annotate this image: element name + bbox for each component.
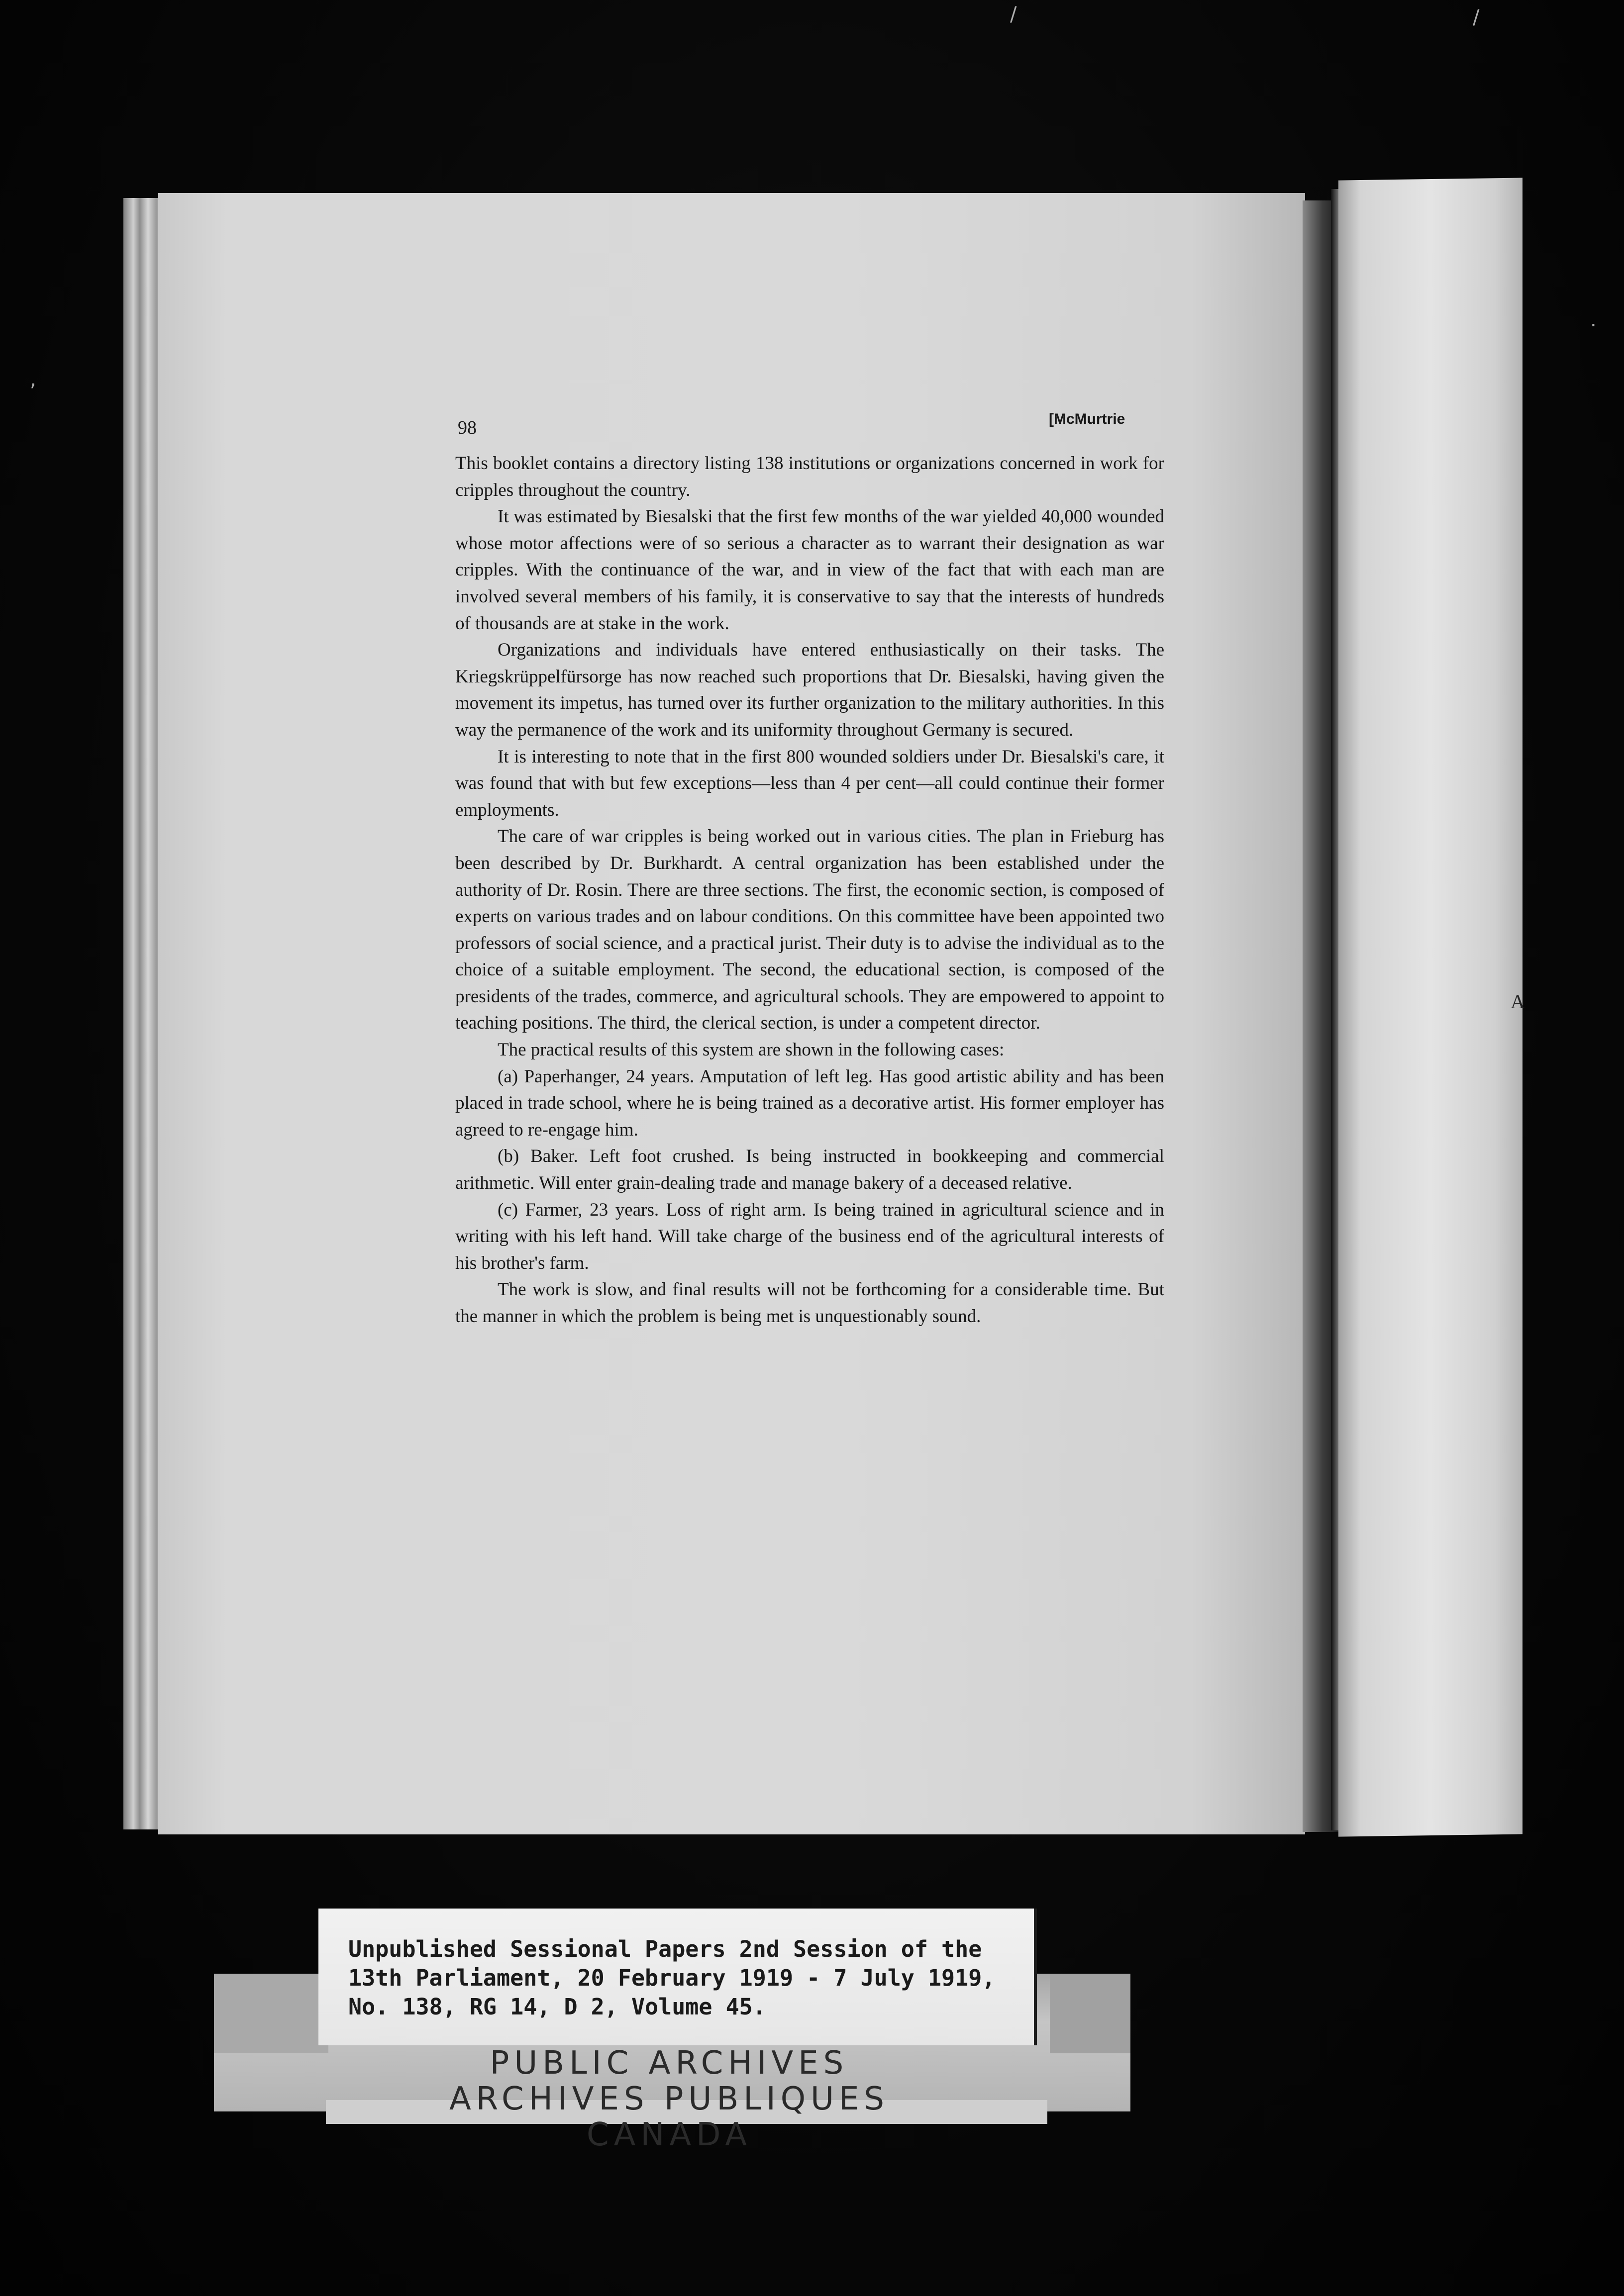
archive-stamp (408, 2045, 930, 2153)
stamp-line: CANADA (586, 2116, 752, 2153)
slip-line: No. 138, RG 14, D 2, Volume 45. (348, 1994, 766, 2020)
slip-line: 13th Parliament, 20 February 1919 - 7 July 1919, (348, 1965, 996, 1991)
paragraph: Organizations and individuals have entered enthusiastically on their tasks. The Kriegskrüppelfürsorge has now reached such proportions that Dr. Biesalski, having given the movement its impetus, has turned over its further organization to the military authorities. In this way the permanence of the work and its uniformity throughout Germany is secured. (455, 640, 1164, 740)
paragraph: (b) Baker. Left foot crushed. Is being instructed in bookkeeping and commercial arithmetic. Will enter grain-dealing trade and manage bakery of a deceased relative. (455, 1146, 1164, 1194)
film-scratch-mark: / (1010, 3, 1017, 26)
archive-label-tab (1050, 1974, 1130, 2053)
archive-label-tab (214, 1974, 328, 2053)
right-page-folded (1338, 178, 1522, 1836)
paragraph: The care of war cripples is being worked out in various cities. The plan in Frieburg has been described by Dr. Burkhardt. A central organization has been established under the authority of Dr. Rosin. There are three sections. The first, the economic section, is composed of experts on various trades and on labour conditions. On this committee have been appointed two professors of social science, and a practical jurist. Their duty is to advise the individual as to the choice of a suitable employment. The second, the educational section, is composed of the presidents of the trades, commerce, and agricultural schools. They are empowered to appoint to teaching positions. The third, the clerical section, is under a competent director. (455, 826, 1164, 1034)
archive-reference-text (348, 1935, 995, 2021)
paragraph: (a) Paperhanger, 24 years. Amputation of left leg. Has good artistic ability and has been placed in trade school, where he is being trained as a decorative artist. His former employer has agreed to re-engage him. (455, 1066, 1164, 1140)
paragraph: This booklet contains a directory listing 138 institutions or organizations concerned in work for cripples throughout the country. (455, 453, 1164, 500)
film-scratch-mark: / (1473, 6, 1480, 29)
paragraph: It was estimated by Biesalski that the first few months of the war yielded 40,000 wounded whose motor affections were of so serious a character as to warrant their designation as war cripples. With the continuance of the war, and in view of the fact that with each man are involved several members of his family, it is conservative to say that the interests of hundreds of thousands are at stake in the work. (455, 506, 1164, 634)
right-margin-letter: A (1511, 990, 1525, 1013)
stamp-line: PUBLIC ARCHIVES (490, 2045, 849, 2082)
body-text (455, 450, 1164, 1330)
paragraph: The work is slow, and final results will not be forthcoming for a considerable time. But the manner in which the problem is being met is unquestionably sound. (455, 1279, 1164, 1327)
slip-line: Unpublished Sessional Papers 2nd Session of the (348, 1936, 982, 1962)
page-number: 98 (458, 417, 477, 438)
film-scratch-mark: , (30, 368, 36, 391)
paragraph: (c) Farmer, 23 years. Loss of right arm. Is being trained in agricultural science and in writing with his left hand. Will take charge of the business end of the agricultural interests of his brother's farm. (455, 1199, 1164, 1273)
stamp-line: ARCHIVES PUBLIQUES (449, 2081, 890, 2117)
film-scratch-mark: . (1590, 308, 1597, 331)
paragraph: It is interesting to note that in the first 800 wounded soldiers under Dr. Biesalski's care, it was found that with but few exceptions—less than 4 per cent—all could continue their former employments. (455, 746, 1164, 820)
paragraph: The practical results of this system are shown in the following cases: (498, 1040, 1005, 1060)
running-head: [McMurtrie (1049, 411, 1125, 427)
